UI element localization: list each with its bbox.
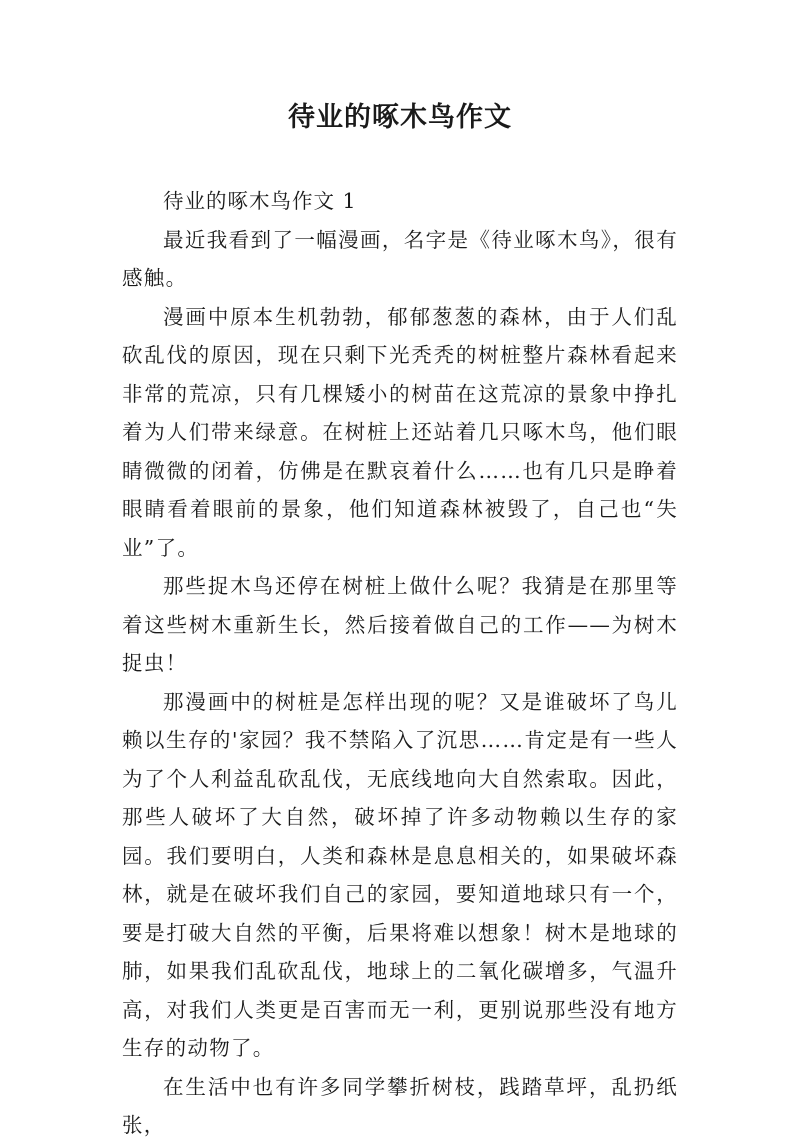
document-title: 待业的啄木鸟作文 xyxy=(288,102,512,133)
paragraph: 最近我看到了一幅漫画，名字是《待业啄木鸟》，很有感触。 xyxy=(122,227,678,290)
paragraph: 漫画中原本生机勃勃，郁郁葱葱的森林，由于人们乱砍乱伐的原因，现在只剩下光秃秃的树桩整片森林看起来非常的荒凉，只有几棵矮小的树苗在这荒凉的景象中挣扎着为人们带来绿意。在树桩上还站着几只啄木鸟，他们眼睛微微的闭着，仿佛是在默哀着什么……也有几只是睁着眼睛看着眼前的景象，他们知道森林被毁了，自己也“失业”了。 xyxy=(122,304,678,560)
paragraph: 那些捉木鸟还停在树桩上做什么呢？我猜是在那里等着这些树木重新生长，然后接着做自己的工作——为树木捉虫！ xyxy=(122,574,678,675)
paragraph: 在生活中也有许多同学攀折树枝，践踏草坪，乱扔纸张， xyxy=(122,1074,678,1137)
essay-subtitle: 待业的啄木鸟作文 1 xyxy=(163,189,357,213)
document-body xyxy=(122,182,678,1145)
paragraph: 那漫画中的树桩是怎样出现的呢？又是谁破坏了鸟儿赖以生存的'家园？我不禁陷入了沉思……肯定是有一些人为了个人利益乱砍乱伐，无底线地向大自然索取。因此，那些人破坏了大自然，破坏掉了许多动物赖以生存的家园。我们要明白，人类和森林是息息相关的，如果破坏森林，就是在破坏我们自己的家园，要知道地球只有一个，要是打破大自然的平衡，后果将难以想象！树木是地球的肺，如果我们乱砍乱伐，地球上的二氧化碳增多，气温升高，对我们人类更是百害而无一利，更别说那些没有地方生存的动物了。 xyxy=(122,689,678,1060)
